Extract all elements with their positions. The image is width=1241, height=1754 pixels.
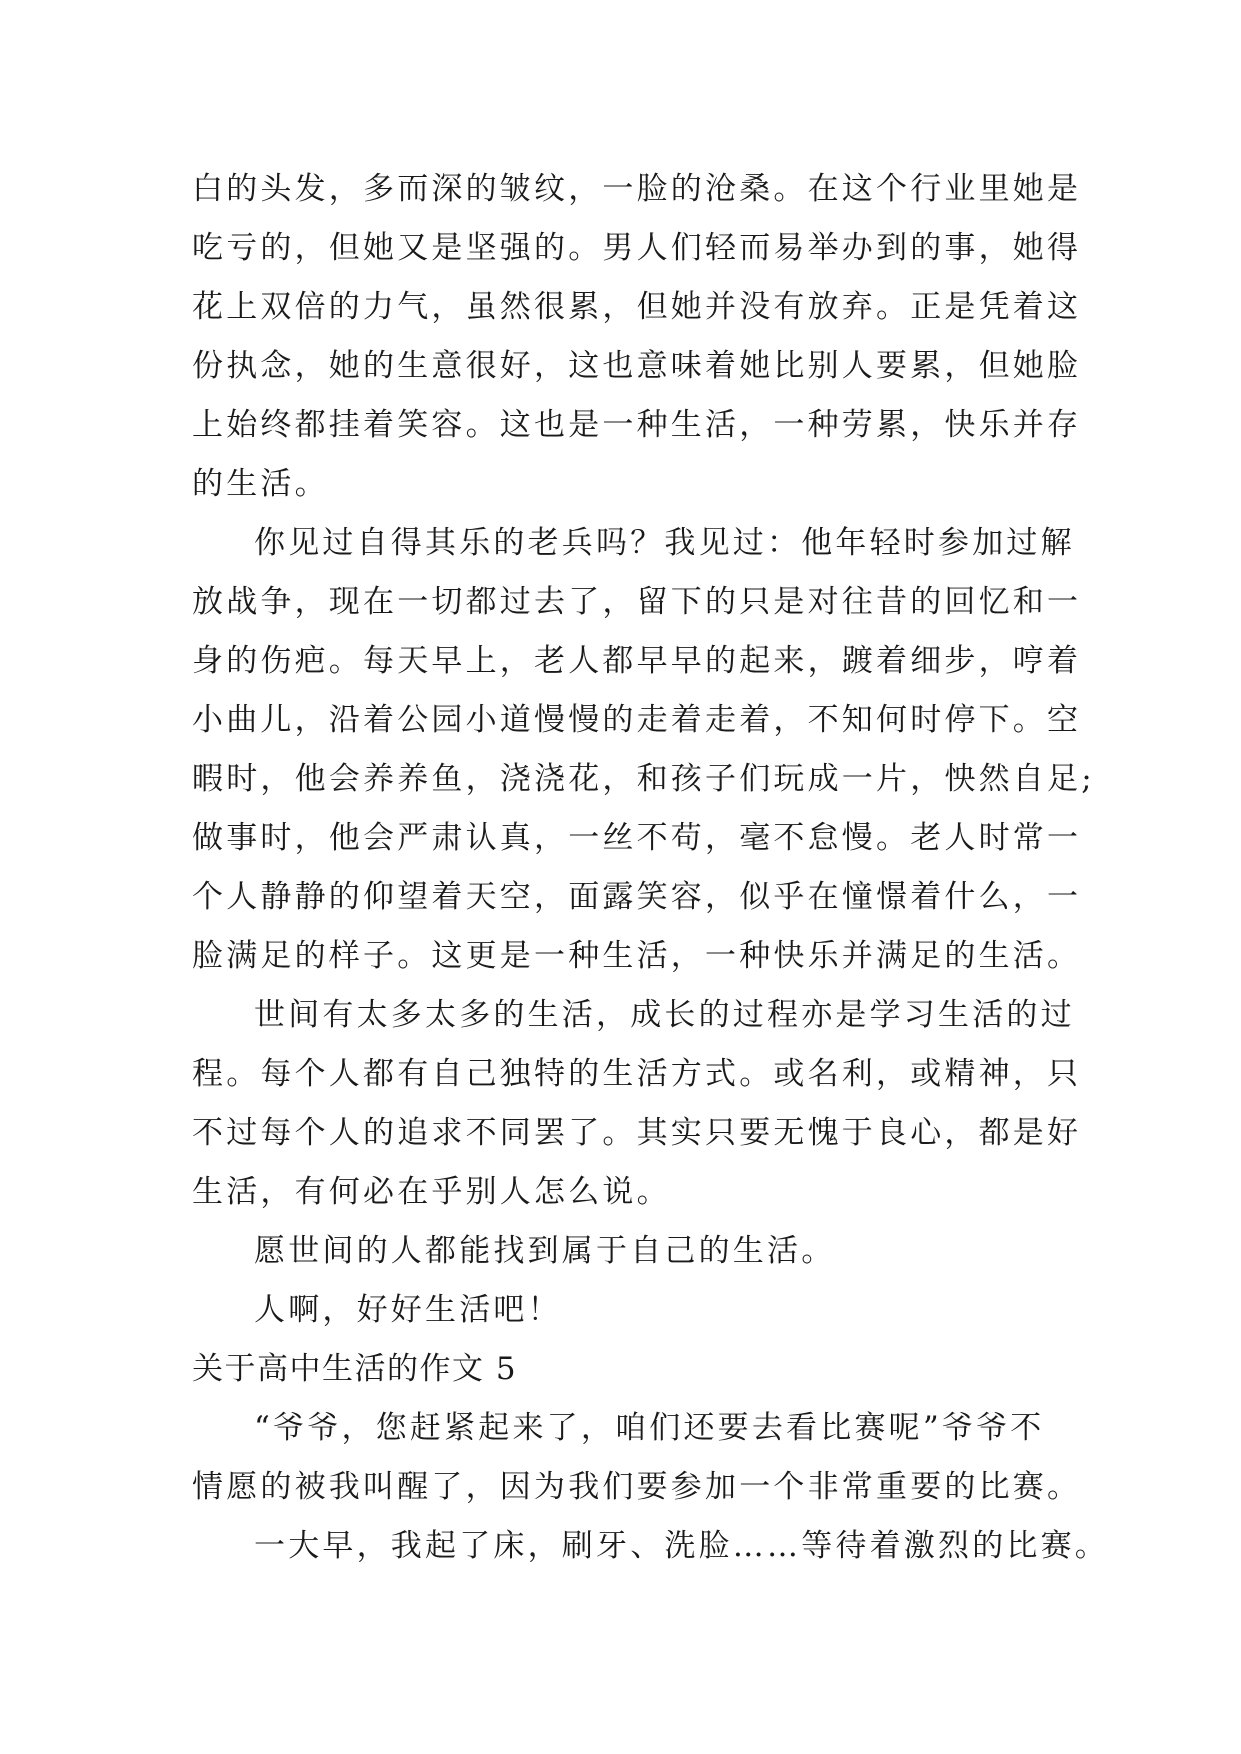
section-heading: 关于高中生活的作文 5 — [192, 1351, 518, 1387]
text-line: 吃亏的，但她又是坚强的。男人们轻而易举办到的事，她得 — [192, 230, 1082, 266]
text-line: 做事时，他会严肃认真，一丝不苟，毫不怠慢。老人时常一 — [192, 820, 1082, 856]
text-line: 的生活。 — [192, 466, 329, 502]
text-line: 花上双倍的力气，虽然很累，但她并没有放弃。正是凭着这 — [192, 289, 1082, 325]
text-line: 人啊，好好生活吧！ — [254, 1292, 562, 1328]
text-line: 情愿的被我叫醒了，因为我们要参加一个非常重要的比赛。 — [192, 1469, 1082, 1505]
text-line: 程。每个人都有自己独特的生活方式。或名利，或精神，只 — [192, 1056, 1082, 1092]
text-line: 身的伤疤。每天早上，老人都早早的起来，踱着细步，哼着 — [192, 643, 1082, 679]
text-line: 脸满足的样子。这更是一种生活，一种快乐并满足的生活。 — [192, 938, 1082, 974]
text-line: 生活，有何必在乎别人怎么说。 — [192, 1174, 671, 1210]
text-line: 不过每个人的追求不同罢了。其实只要无愧于良心，都是好 — [192, 1115, 1082, 1151]
text-line: 放战争，现在一切都过去了，留下的只是对往昔的回忆和一 — [192, 584, 1082, 620]
text-line: 一大早，我起了床，刷牙、洗脸……等待着激烈的比赛。 — [254, 1528, 1109, 1564]
text-line: 你见过自得其乐的老兵吗？我见过：他年轻时参加过解 — [254, 525, 1075, 561]
text-line: 世间有太多太多的生活，成长的过程亦是学习生活的过 — [254, 997, 1075, 1033]
text-line: 小曲儿，沿着公园小道慢慢的走着走着，不知何时停下。空 — [192, 702, 1082, 738]
text-line: 白的头发，多而深的皱纹，一脸的沧桑。在这个行业里她是 — [192, 171, 1082, 207]
text-line: 个人静静的仰望着天空，面露笑容，似乎在憧憬着什么，一 — [192, 879, 1082, 915]
text-line: 上始终都挂着笑容。这也是一种生活，一种劳累，快乐并存 — [192, 407, 1082, 443]
text-line: 愿世间的人都能找到属于自己的生活。 — [254, 1233, 836, 1269]
text-line: 暇时，他会养养鱼，浇浇花，和孩子们玩成一片，怏然自足; — [192, 761, 1095, 797]
text-line: 份执念，她的生意很好，这也意味着她比别人要累，但她脸 — [192, 348, 1082, 384]
document-body — [192, 160, 1109, 1576]
text-line: “爷爷，您赶紧起来了，咱们还要去看比赛呢”爷爷不 — [254, 1410, 1045, 1446]
